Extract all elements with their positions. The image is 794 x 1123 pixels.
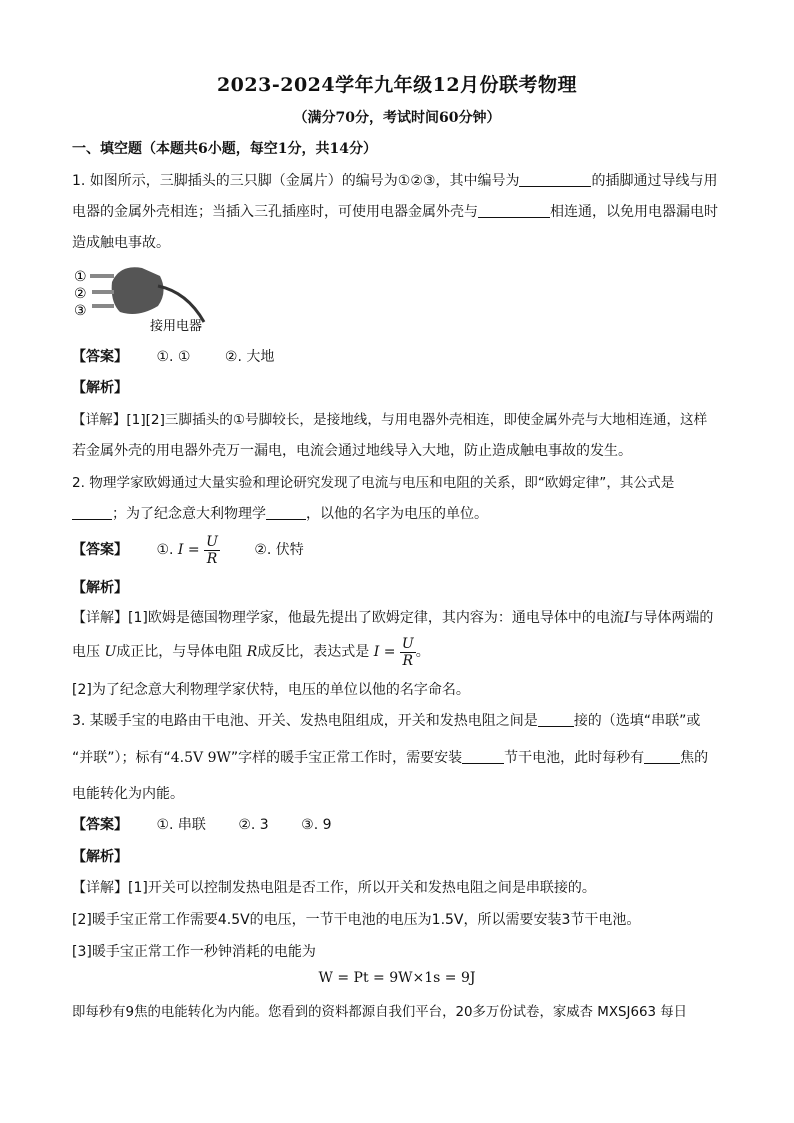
fraction-denominator: R [206,550,218,567]
q1-text: 相连通，以免用电器漏电时 [550,204,718,220]
answer-tag: 【答案】 [72,349,128,365]
q1-answer-1: ①. ① [156,349,191,365]
q1-detail-line2: 若金属外壳的用电器外壳万一漏电，电流会通过地线导入大地，防止造成触电事故的发生。 [72,443,632,459]
q2-answer-1-prefix: ①. [156,542,174,558]
pin-1-label: ① [74,269,87,285]
plug-body-icon [112,267,164,314]
q3-blank-1[interactable] [538,712,574,727]
plug-cable-icon [158,286,204,322]
q1-answer-2: ②. 大地 [224,349,275,365]
q3-text: “并联”）；标有“ [72,750,171,766]
q3-blank-2[interactable] [462,749,504,764]
q3-answer-1: ①. 串联 [156,817,206,833]
var-u: U [104,644,117,660]
fraction-denominator: R [402,652,414,669]
q3-detail-line1: 【详解】[1]开关可以控制发热电阻是否工作，所以开关和发热电阻之间是串联接的。 [72,880,596,896]
answer-tag: 【答案】 [72,817,128,833]
fraction-numerator: U [401,635,414,652]
q3-text: ”字样的暖手宝正常工作时，需要安装 [230,750,463,766]
q2-detail-line2 [72,634,727,670]
q1-blank-1[interactable] [519,172,591,187]
q2-formula-lhs: I = [373,644,396,660]
q1-text: 的插脚通过导线与用 [591,173,718,189]
analysis-tag: 【解析】 [72,580,128,596]
q3-answer [72,815,727,835]
q2-text: ，以他的名字为电压的单位。 [306,506,488,522]
q2-detail-line3: [2]为了纪念意大利物理学家伏特，电压的单位以他的名字命名。 [72,682,470,698]
q2-stem-line1: 2. 物理学家欧姆通过大量实验和理论研究发现了电流与电压和电阻的关系，即“欧姆定律”，其公式是 [72,475,675,491]
var-i: I [623,610,630,626]
q3-text: 3. 某暖手宝的电路由干电池、开关、发热电阻组成，开关和发热电阻之间是 [72,713,538,729]
q3-detail-line3: [3]暖手宝正常工作一秒钟消耗的电能为 [72,944,316,960]
plug-figure [72,262,222,334]
q2-text: 成正比，与导体电阻 [116,644,243,660]
q3-stem-line1 [72,711,727,731]
q2-answer-2: ②. 伏特 [254,542,304,558]
q2-stem-line2 [72,504,727,524]
var-r: R [246,644,258,660]
q3-answer-2: ②. 3 [238,817,269,833]
q3-formula: W = Pt = 9W×1s = 9J [318,970,476,986]
figure-caption: 接用电器 [150,319,203,334]
pin-2-icon [92,290,114,294]
q2-blank-1[interactable] [72,505,112,520]
document-title: 2023-2024学年九年级12月份联考物理 [216,74,578,96]
q3-text: 焦的 [680,750,709,766]
q2-fraction [204,534,220,567]
q3-answer-3: ③. 9 [301,817,332,833]
q2-text: 【详解】[1]欧姆是德国物理学家，他最先提出了欧姆定律，其内容为：通电导体中的电流 [72,610,624,626]
q1-detail-line1: 【详解】[1][2]三脚插头的①号脚较长，是接地线，与用电器外壳相连，即使金属外壳与大地相连通，这样 [72,412,708,428]
q3-text: 节干电池，此时每秒有 [504,750,645,766]
document-subtitle: （满分70分，考试时间60分钟） [293,110,501,126]
q2-text: 。 [415,644,430,660]
q3-spec: 4.5V 9W [170,750,231,766]
q1-text: 电器的金属外壳相连；当插入三孔插座时，可使用电器金属外壳与 [72,204,478,220]
q3-stem-line3: 电能转化为内能。 [72,786,184,802]
pin-3-label: ③ [74,303,87,319]
q2-blank-2[interactable] [266,505,306,520]
analysis-tag: 【解析】 [72,380,128,396]
q2-formula-lhs: I = [177,542,200,558]
q1-stem-line2 [72,202,727,222]
q3-stem-line2 [72,748,727,768]
q2-text: 成反比，表达式是 [257,644,370,660]
q2-text: ；为了纪念意大利物理学 [112,506,266,522]
q3-blank-3[interactable] [644,749,680,764]
answer-tag: 【答案】 [72,542,128,558]
q2-answer [72,532,727,568]
q1-stem-line1 [72,171,727,191]
pin-3-icon [92,304,114,308]
q3-detail-line4: 即每秒有9焦的电能转化为内能。您看到的资料都源自我们平台，20多万份试卷，家威杏 MXSJ663 每日 [72,1005,688,1020]
q3-text: 接的（选填“串联”或 [573,713,701,729]
analysis-tag: 【解析】 [72,849,128,865]
q1-stem-line3: 造成触电事故。 [72,235,170,251]
q1-text: 1. 如图所示，三脚插头的三只脚（金属片）的编号为①②③，其中编号为 [72,173,520,189]
pin-1-icon [90,274,114,278]
q2-detail-line1 [72,608,727,628]
q1-blank-2[interactable] [478,203,550,218]
q1-answer [72,347,727,367]
q2-text: 与导体两端的 [629,610,714,626]
q2-text: 电压 [72,644,100,660]
q3-detail-line2: [2]暖手宝正常工作需要4.5V的电压，一节干电池的电压为1.5V，所以需要安装3节干电池。 [72,912,641,928]
q2-detail-fraction [400,636,416,669]
fraction-numerator: U [206,533,218,550]
section-heading: 一、填空题（本题共6小题，每空1分，共14分） [72,141,377,157]
pin-2-label: ② [74,286,87,302]
